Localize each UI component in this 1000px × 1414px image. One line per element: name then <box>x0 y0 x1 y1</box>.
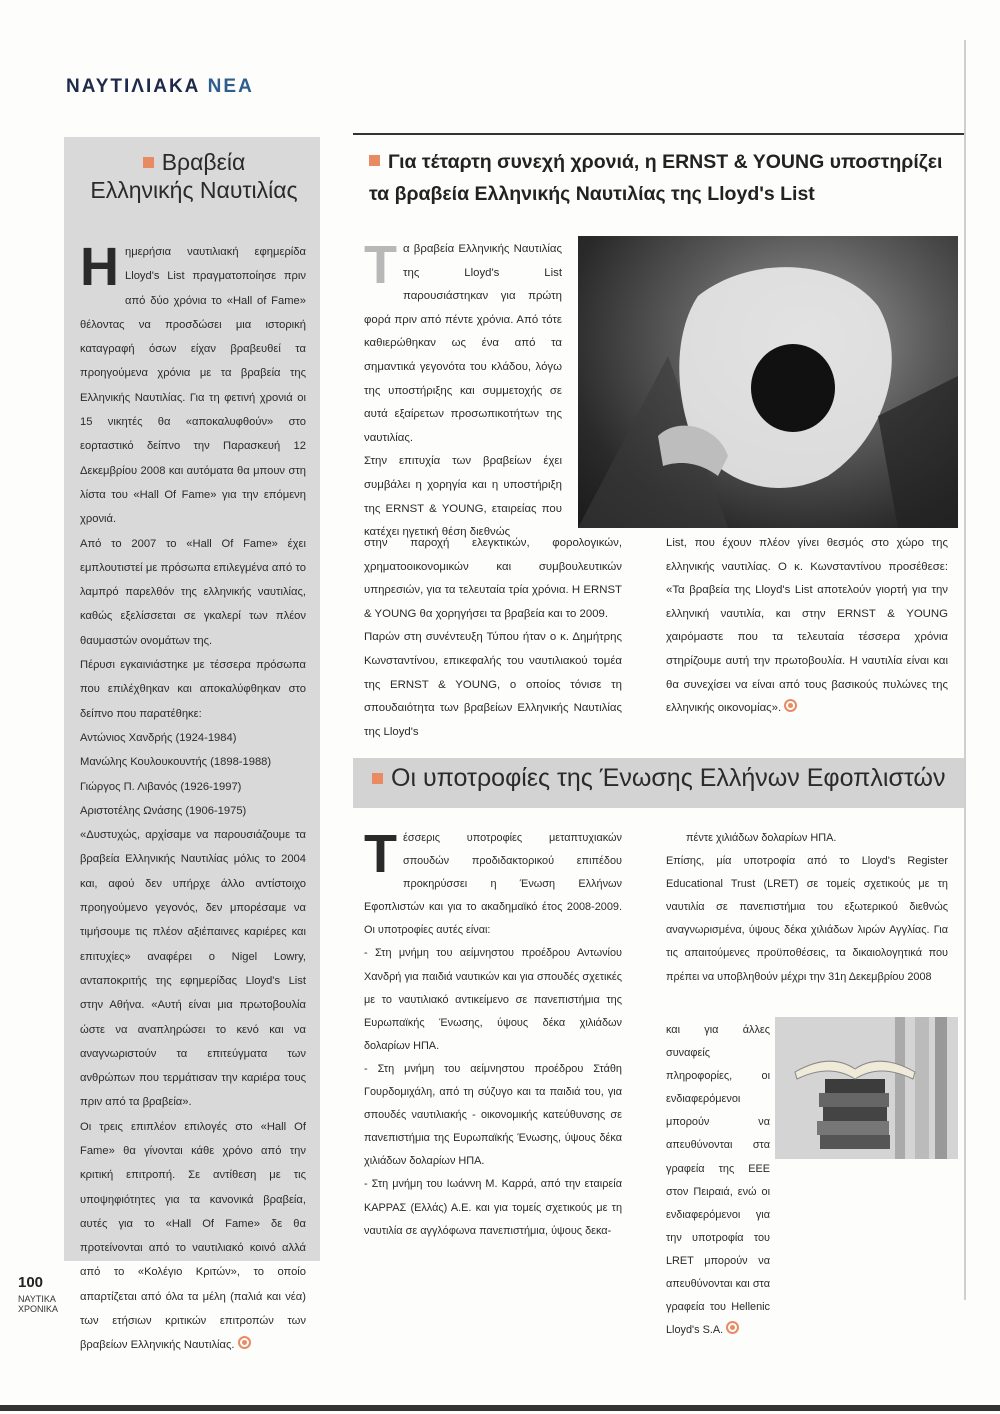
dropcap: Η <box>80 237 119 297</box>
article2-title <box>372 764 945 793</box>
article2-text: και για άλλες συναφείς πληροφορίες, οι ενδιαφερόμενοι μπορούν να απευθύνονται στα γραφεία της ΕΕΕ στον Πειραιά, ενώ οι ενδιαφερόμενοι για την υποτροφία του LRET μπορούν να απευθύνονται και στα γραφεία του Hellenic Lloyd's S.A. <box>666 1024 770 1337</box>
page-number: 100 <box>18 1274 44 1291</box>
footer-brand <box>18 1294 58 1314</box>
bullet-square-icon <box>369 155 380 166</box>
article2-col2-wrap <box>666 1019 770 1342</box>
article2-list-item: - Στη μνήμη του Ιωάννη Μ. Καρρά, από την εταιρεία ΚΑΡΡΑΣ (Ελλάς) Α.Ε. και για τομείς σχετικούς με τη ναυτιλία σε αγγλόφωνα πανεπιστήμια, ύψους δεκα- <box>364 1178 622 1237</box>
photo-figure-on-stairs <box>578 236 958 528</box>
article2-paragraph <box>364 824 622 942</box>
headline-rule <box>353 133 964 135</box>
sidebar-title-line1: Βραβεία <box>161 149 246 175</box>
bottom-edge <box>0 1405 1000 1411</box>
article2-list-item: - Στη μνήμη του αείμνηστου προέδρου Αντωνίου Χανδρή για παιδιά ναυτικών και για σπουδές σχετικές με το ναυτιλιακό αντικείμενο σε πανεπιστήμια της Ευρωπαϊκής Ένωσης, ύψους δέκα χιλιάδων δολαρίων ΗΠΑ. <box>364 947 622 1052</box>
section-label-main: ΝΑΥΤΙΛΙΑΚΑ <box>66 76 201 97</box>
sidebar-paragraph: Πέρυσι εγκαινιάστηκε με τέσσερα πρόσωπα που επιλέχθηκαν και αποκαλύφθηκαν στο δείπνο που παρατέθηκε: <box>80 659 306 720</box>
sidebar-paragraph <box>80 237 306 532</box>
end-mark-icon <box>238 1336 251 1349</box>
sidebar-paragraph <box>80 1115 306 1358</box>
end-mark-icon <box>726 1321 739 1334</box>
headline-line2: τα βραβεία Ελληνικής Ναυτιλίας της Lloyd's List <box>369 183 815 205</box>
footer-brand-line2: ΧΡΟΝΙΚΑ <box>18 1304 59 1314</box>
article2-title-text: Οι υποτροφίες της Ένωσης Ελλήνων Εφοπλιστών <box>391 764 946 792</box>
sidebar-body <box>80 237 306 1358</box>
page-edge <box>964 40 966 1300</box>
section-label-accent: ΝΕΑ <box>207 76 254 97</box>
article2-col1 <box>364 824 622 1243</box>
sidebar-list-item: Αντώνιος Χανδρής (1924-1984) <box>80 731 237 744</box>
article2-paragraph <box>666 1019 770 1342</box>
article1-paragraph <box>666 532 948 721</box>
sidebar-text: ημερήσια ναυτιλιακή εφημερίδα Lloyd's List πραγματοποίησε πριν από δύο χρόνια το «Hall of Fame» θέλοντας να προσδώσει μια ιστορική καταγραφή όσων είχαν βραβευθεί τα προηγούμενα χρόνια με τα βραβεία της Ελληνικής Ναυτιλίας. Για τη φετινή χρονιά οι 15 νικητές θα «αποκαλυφθούν» στο εορταστικό δείπνο την Παρασκευή 12 Δεκεμβρίου 2008 και αυτόματα θα μπουν στη λίστα του «Hall Of Fame» για την επόμενη χρονιά. <box>80 246 306 526</box>
article1-col1-bottom <box>364 532 622 744</box>
article2-paragraph: Επίσης, μία υποτροφία από το Lloyd's Register Educational Trust (LRET) σε τομείς σχετικούς με τη ναυτιλία σε πανεπιστήμια του εξωτερικού διεθνώς αναγνωρισμένα, ύψους δέκα χιλιάδων λιρών Αγγλίας. Για τις απαιτούμενες προϋποθέσεις, τα δικαιολογητικά που πρέπει να υποβληθούν μέχρι την 31η Δεκεμβρίου 2008 <box>666 855 948 983</box>
footer-brand-line1: ΝΑΥΤΙΚΑ <box>18 1294 56 1304</box>
article2-text: έσσερις υποτροφίες μεταπτυχιακών σπουδών προδιδακτορικού επιπέδου προκηρύσσει η Ένωση Ελλήνων Εφοπλιστών και για το ακαδημαϊκό έτος 2008-2009. Οι υποτροφίες αυτές είναι: <box>364 832 622 937</box>
section-label <box>66 76 254 98</box>
photo-stack-of-books <box>775 1017 958 1159</box>
sidebar-paragraph: «Δυστυχώς, αρχίσαμε να παρουσιάζουμε τα βραβεία Ελληνικής Ναυτιλίας μόλις το 2004 και, αφού δεν υπήρχε άλλο αντίστοιχο προηγούμενο γεγονός, δεν μπορέσαμε να τιμήσουμε τις πλέον αξιέπαινες καριέρες και επιτυχίες» αναφέρει ο Nigel Lowry, ανταποκριτής της εφημερίδας Lloyd's List στην Αθήνα. «Αυτή είναι μια πρωτοβουλία ώστε να αναπληρώσει το κενό και να αναγνωριστούν τα επιτεύγματα των ανθρώπων που τερμάτισαν την καριέρα τους πριν από τα βραβεία». <box>80 829 306 1109</box>
article1-paragraph: Παρών στη συνέντευξη Τύπου ήταν ο κ. Δημήτρης Κωνσταντίνου, επικεφαλής του ναυτιλιακού τομέα της ERNST & YOUNG, ο οποίος τόνισε τη σπουδαιότητα των βραβείων Ελληνικής Ναυτιλίας της Lloyd's <box>364 631 622 738</box>
article1-paragraph: Στην επιτυχία των βραβείων έχει συμβάλει η χορηγία και η υποστήριξη της ERNST & YOUNG, εταιρείας που κατέχει ηγετική θέση διεθνώς <box>364 455 562 539</box>
sidebar-list-item: Μανώλης Κουλουκουντής (1898-1988) <box>80 756 272 769</box>
photo-illustration <box>578 236 958 528</box>
article1-text: α βραβεία Ελληνικής Ναυτιλίας της Lloyd's List παρουσιάστηκαν για πρώτη φορά πριν από πέντε χρόνια. Από τότε καθιερώθηκαν ως ένα από τα σημαντικά γεγονότα του κλάδου, λόγω της υποστήριξης και συμμετοχής σε αυτά εξαίρετων προσωπικοτήτων της ναυτιλίας. <box>364 243 562 444</box>
article2-list-item: - Στη μνήμη του αείμνηστου προέδρου Στάθη Γουρδομιχάλη, από τη σύζυγο και τα παιδιά του, για σπουδές ναυτιλιακής - οικονομικής κατεύθυνσης σε πανεπιστήμια της Ευρωπαϊκής Ένωσης, ύψους δέκα χιλιάδων δολαρίων ΗΠΑ. <box>364 1062 622 1168</box>
sidebar-title <box>70 148 318 204</box>
sidebar-text: Οι τρεις επιπλέον επιλογές στο «Hall Of Fame» θα γίνονται κάθε χρόνο από την κριτική επιτροπή. Σε αντίθεση με τις υποψηφιότητες για τα κανονικά βραβεία, αυτές για το «Hall Of Fame» δε θα προτείνονται από το ναυτιλιακό κοινό αλλά από το «Κολέγιο Κριτών», το οποίο απαρτίζεται από όλα τα μέλη (παλιά και νέα) των ετήσιων κριτικών επιτροπών των βραβείων Ελληνικής Ναυτιλίας. <box>80 1120 306 1352</box>
headline-line1: Για τέταρτη συνεχή χρονιά, η ERNST & YOUNG υποστηρίζει <box>388 151 943 173</box>
sidebar-list-item: Αριστοτέλης Ωνάσης (1906-1975) <box>80 804 247 817</box>
end-mark-icon <box>784 699 797 712</box>
sidebar-title-line2: Ελληνικής Ναυτιλίας <box>90 177 298 203</box>
sidebar-paragraph: Από το 2007 το «Hall Of Fame» έχει εμπλουτιστεί με πρόσωπα επιλεγμένα από το λαμπρό παρελθόν της ελληνικής ναυτιλίας, καθώς εξελίσσεται σε γκαλερί των πλέον θαυμαστών ονομάτων της. <box>80 537 306 647</box>
article1-col1-top <box>364 235 562 545</box>
article2-col2-top <box>666 827 948 989</box>
article1-paragraph <box>364 235 562 450</box>
bullet-square-icon <box>143 157 154 168</box>
article1-headline <box>369 146 959 210</box>
books-illustration <box>775 1017 958 1159</box>
article2-paragraph: πέντε χιλιάδων δολαρίων ΗΠΑ. <box>686 832 837 844</box>
bullet-square-icon <box>372 773 383 784</box>
sidebar-list-item: Γιώργος Π. Λιβανός (1926-1997) <box>80 780 242 793</box>
dropcap: Τ <box>364 235 397 295</box>
article1-col2 <box>666 532 948 721</box>
article1-paragraph: στην παροχή ελεγκτικών, φορολογικών, χρηματοοικονομικών και συμβουλευτικών υπηρεσιών, για τα τελευταία τρία χρόνια. Η ERNST & YOUNG θα χορηγήσει τα βραβεία και το 2009. <box>364 537 622 620</box>
article1-text: List, που έχουν πλέον γίνει θεσμός στο χώρο της ελληνικής ναυτιλίας. Ο κ. Κωνσταντίνου προσέθεσε: «Τα βραβεία της Lloyd's List αποτελούν γιορτή για την ελληνική ναυτιλία, και στην ERNST & YOUNG χαιρόμαστε που τα τελευταία τέσσερα χρόνια στηρίζουμε αυτή την πρωτοβουλία. Η ναυτιλία είναι και θα συνεχίσει να είναι από τους βασικούς πυλώνες της ελληνικής οικονομίας». <box>666 537 948 715</box>
dropcap: Τ <box>364 824 397 884</box>
